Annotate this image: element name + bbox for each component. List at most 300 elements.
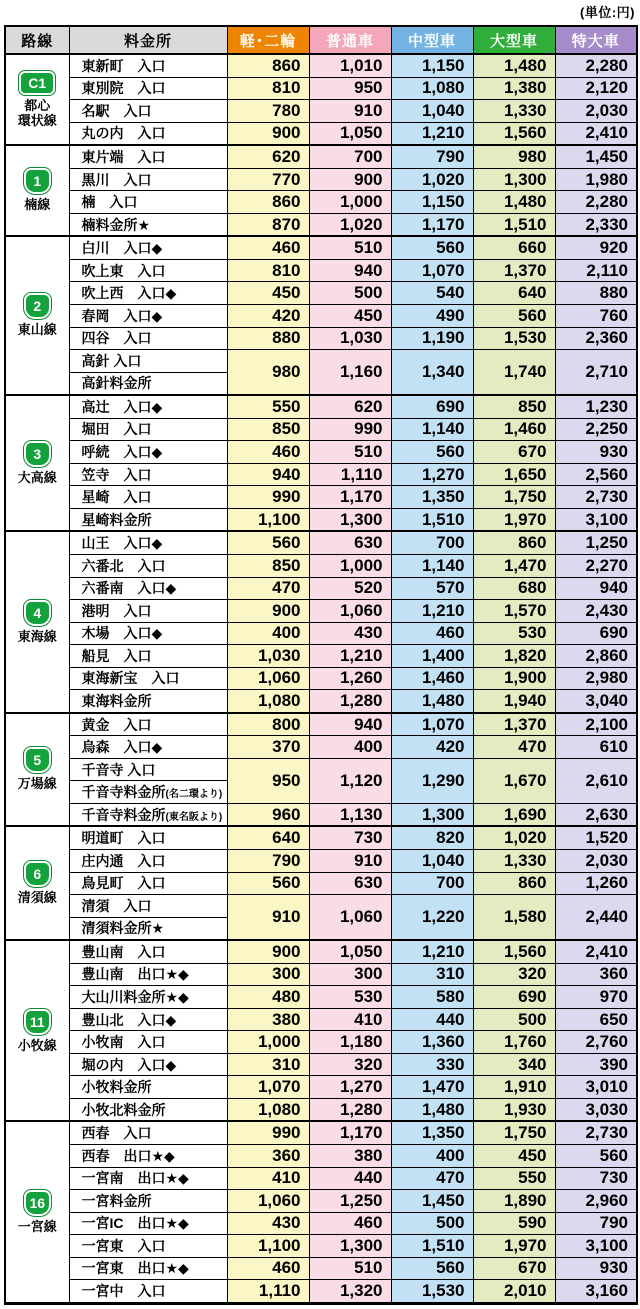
table-row xyxy=(5,1167,637,1190)
fare-cell: 2,760 xyxy=(555,1031,637,1054)
fare-cell: 1,480 xyxy=(391,690,473,713)
fare-cell: 310 xyxy=(391,963,473,986)
table-row xyxy=(5,940,637,963)
fare-cell: 1,040 xyxy=(391,850,473,873)
tollgate-cell: 高針 入口 xyxy=(69,350,227,373)
fare-cell: 1,510 xyxy=(391,1235,473,1258)
fare-cell: 380 xyxy=(227,1008,309,1031)
fare-cell: 560 xyxy=(391,441,473,464)
tollgate-cell: 小牧南 入口 xyxy=(69,1031,227,1054)
fare-cell: 930 xyxy=(555,1257,637,1280)
table-row xyxy=(5,418,637,441)
fare-cell: 990 xyxy=(227,1121,309,1144)
table-row xyxy=(5,145,637,168)
fare-cell: 2,730 xyxy=(555,1121,637,1144)
fare-cell: 430 xyxy=(227,1212,309,1235)
fare-cell: 310 xyxy=(227,1053,309,1076)
fare-cell: 660 xyxy=(473,236,555,259)
fare-cell: 1,180 xyxy=(309,1031,391,1054)
fare-cell: 430 xyxy=(309,622,391,645)
fare-cell: 320 xyxy=(473,963,555,986)
fare-cell: 580 xyxy=(391,986,473,1009)
fare-cell: 500 xyxy=(391,1212,473,1235)
route-line-name: 都心 環状線 xyxy=(17,97,57,129)
fare-cell: 530 xyxy=(473,622,555,645)
fare-cell: 440 xyxy=(391,1008,473,1031)
fare-cell: 2,610 xyxy=(555,758,637,803)
tollgate-cell: 吹上西 入口◆ xyxy=(69,282,227,305)
tollgate-cell: 呼続 入口◆ xyxy=(69,441,227,464)
table-row xyxy=(5,826,637,849)
fare-cell: 1,170 xyxy=(391,213,473,236)
fare-cell: 530 xyxy=(309,986,391,1009)
fare-cell: 390 xyxy=(555,1053,637,1076)
fare-cell: 1,290 xyxy=(391,758,473,803)
table-row xyxy=(5,1031,637,1054)
fare-cell: 1,260 xyxy=(555,872,637,895)
tollgate-cell: 千音寺 入口 xyxy=(69,758,227,781)
table-row xyxy=(5,850,637,873)
table-row xyxy=(5,554,637,577)
fare-cell: 940 xyxy=(309,713,391,736)
fare-cell: 940 xyxy=(227,463,309,486)
table-row xyxy=(5,327,637,350)
fare-cell: 760 xyxy=(555,305,637,328)
fare-cell: 1,080 xyxy=(391,77,473,100)
fare-cell: 1,820 xyxy=(473,645,555,668)
table-row xyxy=(5,622,637,645)
fare-cell: 460 xyxy=(227,236,309,259)
fare-cell: 490 xyxy=(391,305,473,328)
tollgate-cell: 東別院 入口 xyxy=(69,77,227,100)
fare-cell: 1,000 xyxy=(309,554,391,577)
col-header-class-2: 中型車 xyxy=(391,26,473,54)
tollgate-cell: 一宮IC 出口★◆ xyxy=(69,1212,227,1235)
fare-cell: 1,480 xyxy=(391,1098,473,1121)
fare-cell: 1,350 xyxy=(391,486,473,509)
fare-cell: 810 xyxy=(227,77,309,100)
fare-cell: 1,510 xyxy=(473,213,555,236)
fare-cell: 880 xyxy=(227,327,309,350)
table-row xyxy=(5,1280,637,1304)
fare-cell: 1,320 xyxy=(309,1280,391,1304)
fare-cell: 1,060 xyxy=(309,895,391,941)
fare-cell: 1,190 xyxy=(391,327,473,350)
fare-cell: 1,260 xyxy=(309,667,391,690)
fare-cell: 1,110 xyxy=(309,463,391,486)
tollgate-cell: 千音寺料金所(東名阪より) xyxy=(69,803,227,826)
fare-cell: 870 xyxy=(227,213,309,236)
tollgate-cell-note: (東名阪より) xyxy=(165,811,223,823)
fare-cell: 1,270 xyxy=(309,1076,391,1099)
fare-cell: 2,410 xyxy=(555,940,637,963)
fare-cell: 560 xyxy=(227,872,309,895)
route-cell xyxy=(5,940,69,1121)
fare-cell: 860 xyxy=(227,191,309,214)
fare-cell: 1,070 xyxy=(391,259,473,282)
col-header-class-0: 軽･二輪 xyxy=(227,26,309,54)
route-number-badge: 11 xyxy=(24,1009,51,1035)
fare-cell: 620 xyxy=(309,395,391,418)
fare-cell: 1,530 xyxy=(473,327,555,350)
fare-cell: 3,010 xyxy=(555,1076,637,1099)
fare-cell: 1,300 xyxy=(391,803,473,826)
route-number-badge: 1 xyxy=(24,168,51,194)
route-number-badge: 4 xyxy=(24,600,51,626)
route-line-name: 万場線 xyxy=(17,776,57,792)
fare-cell: 3,100 xyxy=(555,1235,637,1258)
fare-cell: 1,760 xyxy=(473,1031,555,1054)
tollgate-cell: 豊山南 入口 xyxy=(69,940,227,963)
route-cell xyxy=(5,1121,69,1303)
fare-cell: 1,300 xyxy=(473,168,555,191)
table-row xyxy=(5,713,637,736)
fare-cell: 630 xyxy=(309,531,391,554)
tollgate-cell: 六番北 入口 xyxy=(69,554,227,577)
fare-cell: 300 xyxy=(227,963,309,986)
fare-cell: 3,100 xyxy=(555,508,637,531)
tollgate-cell: 堀の内 入口◆ xyxy=(69,1053,227,1076)
fare-cell: 1,280 xyxy=(309,1098,391,1121)
table-row xyxy=(5,1076,637,1099)
tollgate-cell: 庄内通 入口 xyxy=(69,850,227,873)
table-row xyxy=(5,1257,637,1280)
fare-table xyxy=(4,25,638,1305)
fare-cell: 1,100 xyxy=(227,508,309,531)
route-cell xyxy=(5,531,69,712)
table-row xyxy=(5,350,637,373)
fare-cell: 1,560 xyxy=(473,122,555,145)
fare-cell: 690 xyxy=(473,986,555,1009)
table-row xyxy=(5,895,637,918)
fare-cell: 1,480 xyxy=(473,191,555,214)
tollgate-cell: 烏森 入口◆ xyxy=(69,736,227,759)
fare-cell: 560 xyxy=(391,236,473,259)
fare-cell: 2,270 xyxy=(555,554,637,577)
fare-cell: 900 xyxy=(309,168,391,191)
table-row xyxy=(5,486,637,509)
route-line-name: 東山線 xyxy=(17,322,57,338)
table-row xyxy=(5,168,637,191)
fare-cell: 1,100 xyxy=(227,1235,309,1258)
fare-cell: 1,140 xyxy=(391,554,473,577)
tollgate-cell: 大山川料金所★◆ xyxy=(69,986,227,1009)
fare-cell: 480 xyxy=(227,986,309,1009)
fare-cell: 460 xyxy=(227,441,309,464)
fare-cell: 510 xyxy=(309,236,391,259)
fare-cell: 400 xyxy=(227,622,309,645)
route-line-name: 一宮線 xyxy=(17,1218,57,1234)
tollgate-cell: 小牧北料金所 xyxy=(69,1098,227,1121)
fare-cell: 1,150 xyxy=(391,191,473,214)
table-row xyxy=(5,531,637,554)
fare-cell: 700 xyxy=(391,531,473,554)
fare-cell: 2,250 xyxy=(555,418,637,441)
fare-cell: 1,160 xyxy=(309,350,391,396)
fare-cell: 2,280 xyxy=(555,54,637,77)
fare-cell: 420 xyxy=(227,305,309,328)
table-row xyxy=(5,122,637,145)
fare-cell: 3,030 xyxy=(555,1098,637,1121)
fare-cell: 1,020 xyxy=(473,826,555,849)
fare-cell: 1,340 xyxy=(391,350,473,396)
fare-cell: 590 xyxy=(473,1212,555,1235)
tollgate-cell: 名駅 入口 xyxy=(69,100,227,123)
tollgate-cell: 鳥見町 入口 xyxy=(69,872,227,895)
tollgate-cell: 春岡 入口◆ xyxy=(69,305,227,328)
table-row xyxy=(5,963,637,986)
route-line-name: 清須線 xyxy=(17,890,57,905)
route-cell xyxy=(5,236,69,395)
fare-cell: 2,860 xyxy=(555,645,637,668)
fare-cell: 2,730 xyxy=(555,486,637,509)
route-line-name: 大高線 xyxy=(17,469,57,485)
fare-cell: 1,150 xyxy=(391,54,473,77)
fare-cell: 700 xyxy=(309,145,391,168)
fare-cell: 1,270 xyxy=(391,463,473,486)
fare-cell: 2,360 xyxy=(555,327,637,350)
table-row xyxy=(5,213,637,236)
route-cell xyxy=(5,54,69,145)
fare-cell: 940 xyxy=(555,577,637,600)
fare-cell: 1,280 xyxy=(309,690,391,713)
fare-cell: 1,250 xyxy=(309,1190,391,1213)
table-row xyxy=(5,282,637,305)
fare-cell: 1,580 xyxy=(473,895,555,941)
fare-cell: 1,980 xyxy=(555,168,637,191)
fare-cell: 1,060 xyxy=(227,1190,309,1213)
fare-cell: 1,690 xyxy=(473,803,555,826)
table-row xyxy=(5,1145,637,1168)
tollgate-cell: 東片端 入口 xyxy=(69,145,227,168)
route-cell xyxy=(5,713,69,827)
fare-cell: 400 xyxy=(309,736,391,759)
fare-cell: 360 xyxy=(555,963,637,986)
fare-cell: 860 xyxy=(473,531,555,554)
col-header-class-1: 普通車 xyxy=(309,26,391,54)
fare-cell: 1,970 xyxy=(473,508,555,531)
fare-cell: 2,410 xyxy=(555,122,637,145)
fare-cell: 2,010 xyxy=(473,1280,555,1304)
fare-cell: 560 xyxy=(473,305,555,328)
fare-cell: 1,350 xyxy=(391,1121,473,1144)
route-number-badge: 5 xyxy=(24,747,51,773)
fare-cell: 510 xyxy=(309,441,391,464)
fare-cell: 1,970 xyxy=(473,1235,555,1258)
fare-cell: 2,630 xyxy=(555,803,637,826)
fare-cell: 1,040 xyxy=(391,100,473,123)
fare-cell: 1,910 xyxy=(473,1076,555,1099)
fare-cell: 850 xyxy=(227,418,309,441)
fare-cell: 1,080 xyxy=(227,1098,309,1121)
tollgate-cell: 千音寺料金所(名二環より) xyxy=(69,781,227,804)
fare-cell: 1,450 xyxy=(391,1190,473,1213)
fare-cell: 2,440 xyxy=(555,895,637,941)
table-row xyxy=(5,736,637,759)
fare-cell: 1,370 xyxy=(473,713,555,736)
tollgate-cell: 西春 出口★◆ xyxy=(69,1145,227,1168)
fare-cell: 850 xyxy=(473,395,555,418)
fare-cell: 910 xyxy=(309,100,391,123)
route-cell xyxy=(5,145,69,236)
fare-cell: 560 xyxy=(555,1145,637,1168)
route-line-name: 楠線 xyxy=(24,197,51,213)
fare-cell: 1,930 xyxy=(473,1098,555,1121)
fare-cell: 1,380 xyxy=(473,77,555,100)
fare-cell: 970 xyxy=(555,986,637,1009)
fare-cell: 3,160 xyxy=(555,1280,637,1304)
col-header-tollgate: 料金所 xyxy=(69,26,227,54)
fare-cell: 690 xyxy=(391,395,473,418)
fare-cell: 2,030 xyxy=(555,850,637,873)
fare-cell: 570 xyxy=(391,577,473,600)
table-row xyxy=(5,986,637,1009)
fare-cell: 500 xyxy=(309,282,391,305)
table-row xyxy=(5,1053,637,1076)
fare-cell: 510 xyxy=(309,1257,391,1280)
fare-cell: 1,530 xyxy=(391,1280,473,1304)
fare-cell: 790 xyxy=(227,850,309,873)
fare-cell: 990 xyxy=(309,418,391,441)
fare-cell: 2,030 xyxy=(555,100,637,123)
fare-cell: 730 xyxy=(555,1167,637,1190)
fare-cell: 1,050 xyxy=(309,122,391,145)
fare-cell: 1,520 xyxy=(555,826,637,849)
fare-cell: 550 xyxy=(227,395,309,418)
table-row xyxy=(5,100,637,123)
table-row xyxy=(5,1098,637,1121)
fare-cell: 1,120 xyxy=(309,758,391,803)
fare-cell: 1,070 xyxy=(391,713,473,736)
route-number-badge: 6 xyxy=(24,861,51,887)
table-row xyxy=(5,690,637,713)
fare-cell: 630 xyxy=(309,872,391,895)
route-number-badge: 3 xyxy=(24,441,51,467)
fare-cell: 500 xyxy=(473,1008,555,1031)
table-row xyxy=(5,1235,637,1258)
fare-cell: 810 xyxy=(227,259,309,282)
tollgate-cell: 四谷 入口 xyxy=(69,327,227,350)
fare-cell: 610 xyxy=(555,736,637,759)
fare-cell: 2,560 xyxy=(555,463,637,486)
fare-cell: 1,210 xyxy=(391,600,473,623)
tollgate-cell: 小牧料金所 xyxy=(69,1076,227,1099)
fare-cell: 360 xyxy=(227,1145,309,1168)
route-number-badge: 16 xyxy=(24,1190,51,1216)
fare-cell: 560 xyxy=(227,531,309,554)
fare-cell: 2,280 xyxy=(555,191,637,214)
tollgate-cell: 船見 入口 xyxy=(69,645,227,668)
fare-cell: 670 xyxy=(473,1257,555,1280)
fare-cell: 320 xyxy=(309,1053,391,1076)
tollgate-cell: 清須料金所★ xyxy=(69,917,227,940)
fare-cell: 2,710 xyxy=(555,350,637,396)
tollgate-cell: 一宮東 入口 xyxy=(69,1235,227,1258)
fare-cell: 850 xyxy=(227,554,309,577)
table-row xyxy=(5,1190,637,1213)
fare-cell: 1,740 xyxy=(473,350,555,396)
fare-cell: 1,330 xyxy=(473,850,555,873)
tollgate-cell-note: (名二環より) xyxy=(165,789,223,801)
fare-cell: 2,120 xyxy=(555,77,637,100)
tollgate-cell: 黒川 入口 xyxy=(69,168,227,191)
fare-cell: 1,170 xyxy=(309,486,391,509)
unit-label: (単位:円) xyxy=(580,5,635,20)
fare-cell: 1,110 xyxy=(227,1280,309,1304)
route-number-badge: C1 xyxy=(19,71,55,95)
fare-cell: 450 xyxy=(309,305,391,328)
fare-cell: 900 xyxy=(227,940,309,963)
tollgate-cell: 一宮南 出口★◆ xyxy=(69,1167,227,1190)
fare-cell: 2,330 xyxy=(555,213,637,236)
fare-cell: 300 xyxy=(309,963,391,986)
fare-cell: 680 xyxy=(473,577,555,600)
fare-cell: 880 xyxy=(555,282,637,305)
fare-cell: 1,470 xyxy=(473,554,555,577)
table-row xyxy=(5,758,637,781)
fare-cell: 860 xyxy=(473,872,555,895)
fare-cell: 370 xyxy=(227,736,309,759)
tollgate-cell: 豊山南 出口★◆ xyxy=(69,963,227,986)
fare-cell: 790 xyxy=(391,145,473,168)
fare-cell: 420 xyxy=(391,736,473,759)
fare-cell: 2,980 xyxy=(555,667,637,690)
fare-cell: 1,900 xyxy=(473,667,555,690)
fare-cell: 1,070 xyxy=(227,1076,309,1099)
fare-cell: 690 xyxy=(555,622,637,645)
fare-cell: 1,400 xyxy=(391,645,473,668)
tollgate-cell: 六番南 入口◆ xyxy=(69,577,227,600)
fare-cell: 1,060 xyxy=(227,667,309,690)
fare-cell: 1,140 xyxy=(391,418,473,441)
fare-cell: 1,030 xyxy=(309,327,391,350)
route-line-name: 小牧線 xyxy=(17,1037,57,1053)
fare-cell: 940 xyxy=(309,259,391,282)
fare-cell: 3,040 xyxy=(555,690,637,713)
tollgate-cell: 東新町 入口 xyxy=(69,54,227,77)
fare-cell: 2,110 xyxy=(555,259,637,282)
fare-cell: 1,210 xyxy=(309,645,391,668)
tollgate-cell: 高針料金所 xyxy=(69,372,227,395)
fare-cell: 470 xyxy=(473,736,555,759)
fare-cell: 2,430 xyxy=(555,600,637,623)
tollgate-cell: 一宮料金所 xyxy=(69,1190,227,1213)
fare-cell: 340 xyxy=(473,1053,555,1076)
fare-cell: 1,480 xyxy=(473,54,555,77)
fare-cell: 1,560 xyxy=(473,940,555,963)
fare-cell: 440 xyxy=(309,1167,391,1190)
tollgate-cell: 東海料金所 xyxy=(69,690,227,713)
fare-cell: 1,450 xyxy=(555,145,637,168)
fare-cell: 1,170 xyxy=(309,1121,391,1144)
fare-cell: 1,300 xyxy=(309,508,391,531)
tollgate-cell: 白川 入口◆ xyxy=(69,236,227,259)
fare-cell: 1,570 xyxy=(473,600,555,623)
fare-cell: 1,220 xyxy=(391,895,473,941)
fare-cell: 1,750 xyxy=(473,1121,555,1144)
fare-cell: 1,750 xyxy=(473,486,555,509)
fare-cell: 460 xyxy=(227,1257,309,1280)
fare-cell: 2,960 xyxy=(555,1190,637,1213)
fare-cell: 1,370 xyxy=(473,259,555,282)
fare-cell: 1,460 xyxy=(473,418,555,441)
table-row xyxy=(5,236,637,259)
fare-cell: 790 xyxy=(555,1212,637,1235)
fare-cell: 950 xyxy=(309,77,391,100)
fare-cell: 450 xyxy=(473,1145,555,1168)
fare-cell: 1,080 xyxy=(227,690,309,713)
fare-cell: 980 xyxy=(227,350,309,396)
